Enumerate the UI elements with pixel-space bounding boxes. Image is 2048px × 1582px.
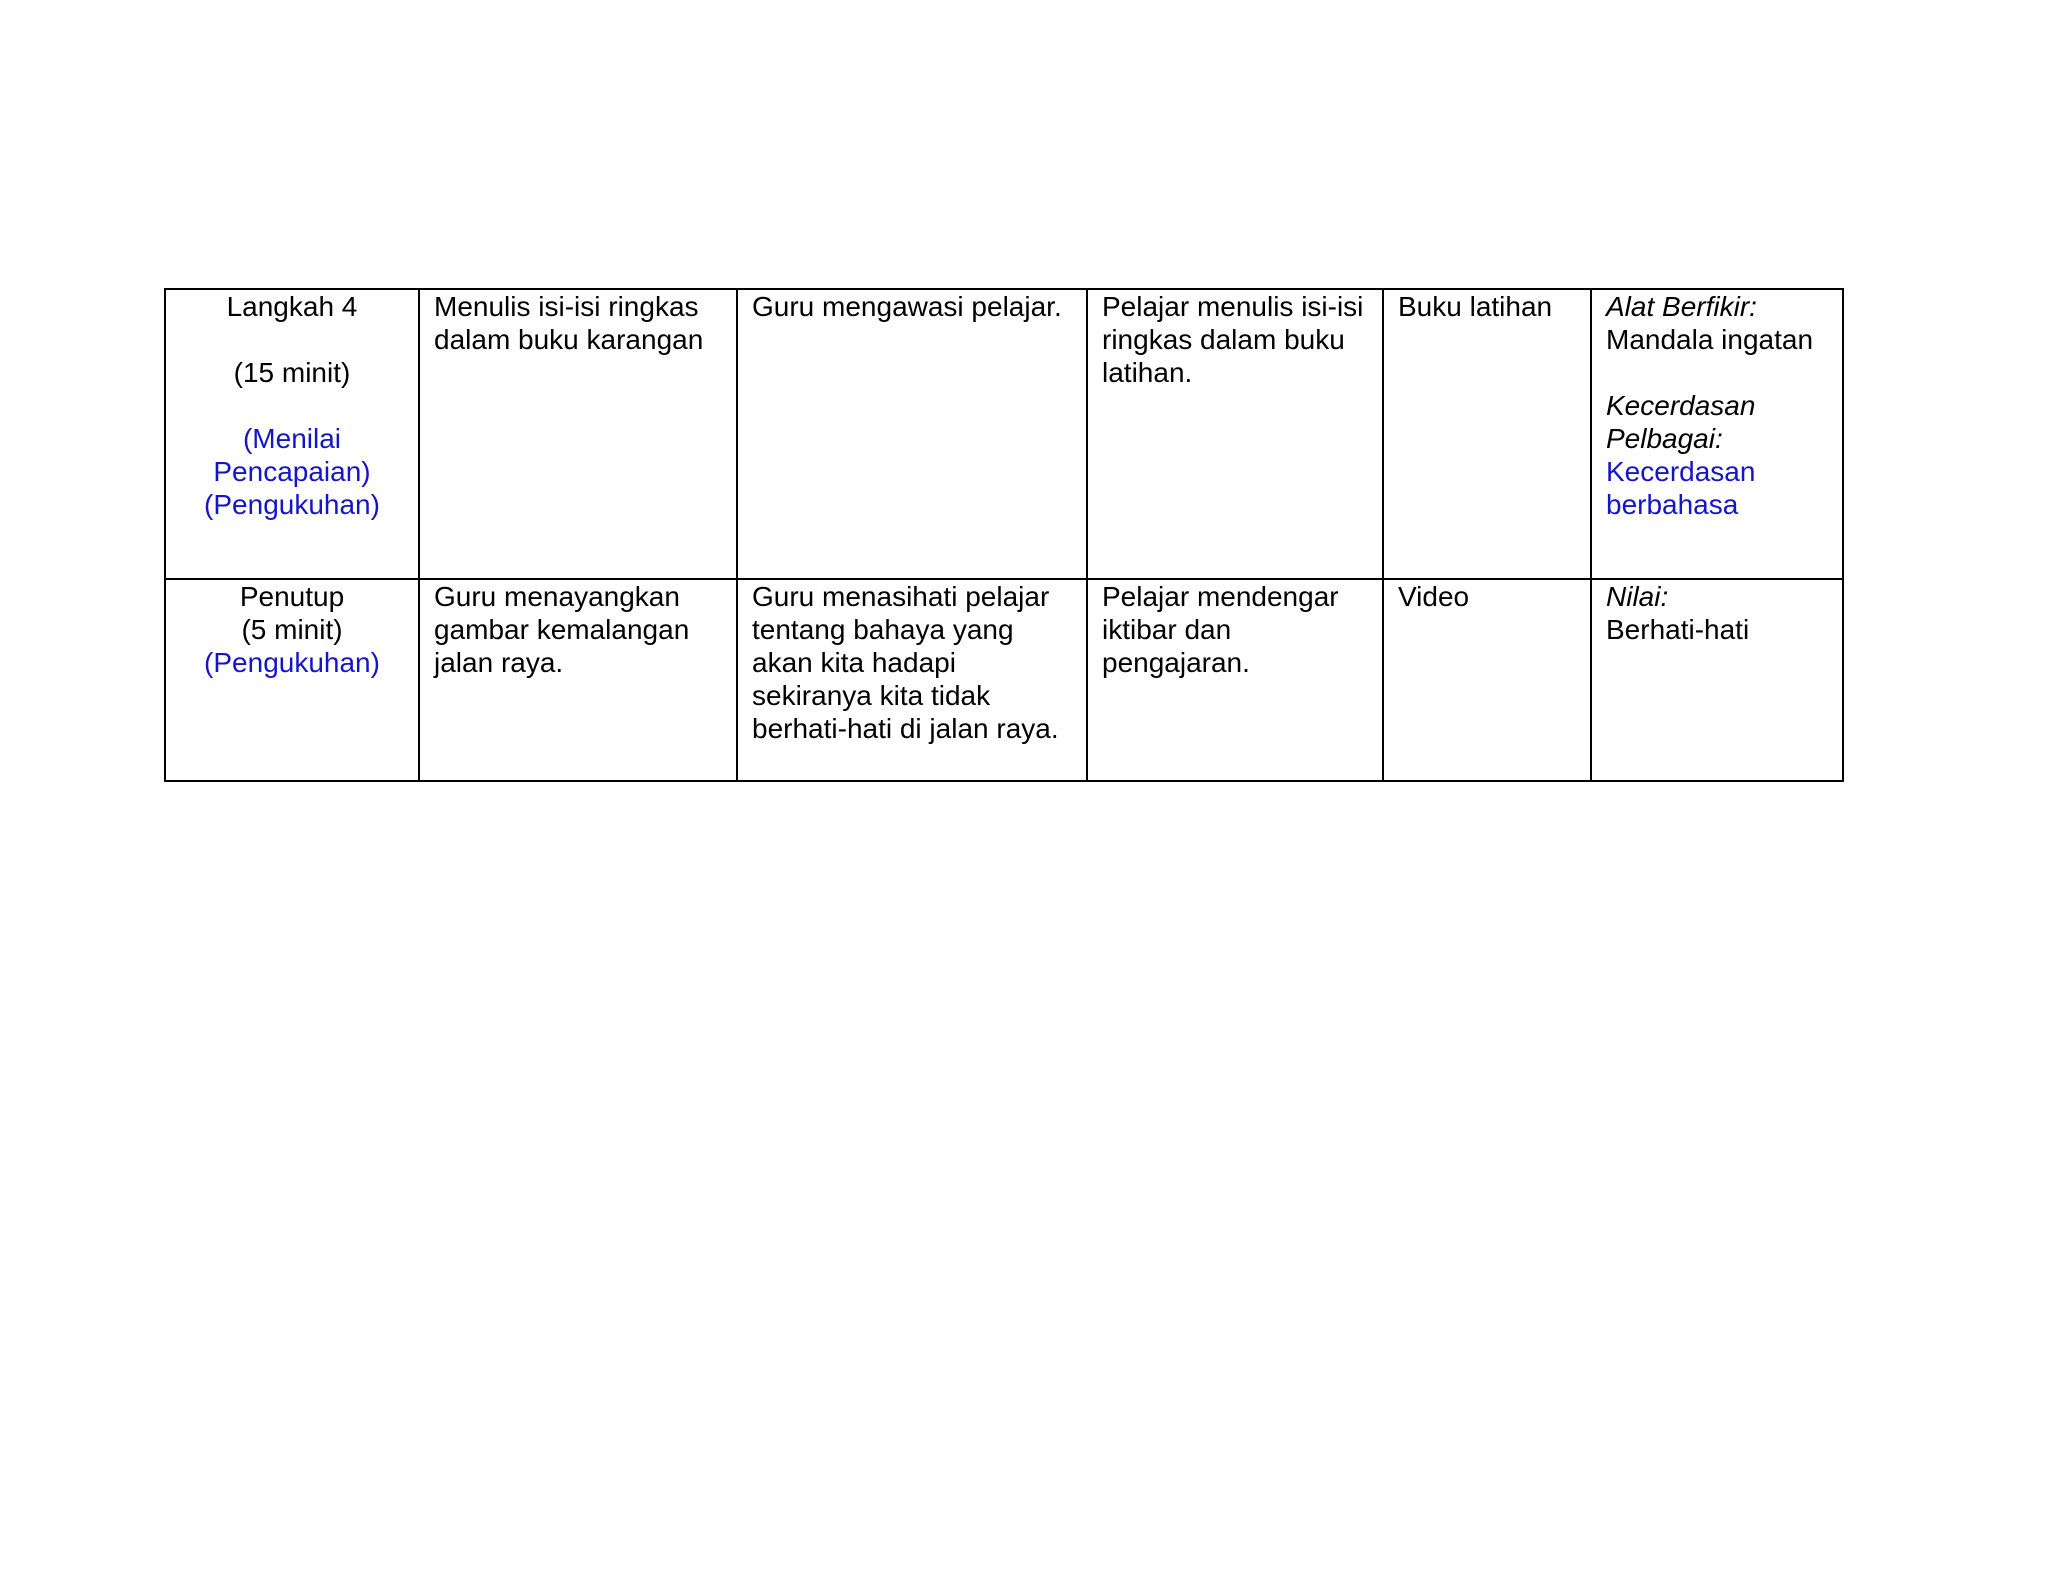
stage-title: Langkah 4	[226, 291, 358, 322]
stage-duration: (15 minit)	[233, 357, 351, 388]
student-activity-text: Pelajar mendengar iktibar dan pengajaran.	[1102, 581, 1339, 678]
material-cell	[1383, 579, 1591, 781]
stage-tag: (Pengukuhan)	[204, 647, 380, 678]
content-text: Menulis isi-isi ringkas dalam buku karangan	[434, 291, 704, 355]
notes-value: Kecerdasan berbahasa	[1606, 456, 1756, 520]
student-activity-cell	[1087, 289, 1383, 579]
stage-cell	[165, 289, 419, 579]
notes-cell	[1591, 289, 1843, 579]
material-cell	[1383, 289, 1591, 579]
notes-value: Berhati-hati	[1606, 614, 1750, 645]
table-row	[165, 579, 1843, 781]
teacher-activity-text: Guru mengawasi pelajar.	[752, 291, 1062, 322]
stage-cell	[165, 579, 419, 781]
notes-label: Kecerdasan Pelbagai:	[1606, 390, 1756, 454]
notes-label: Alat Berfikir:	[1606, 291, 1757, 322]
table-row	[165, 289, 1843, 579]
notes-label: Nilai:	[1606, 581, 1669, 612]
content-cell	[419, 289, 737, 579]
stage-tag: Pencapaian)	[213, 456, 371, 487]
stage-title: Penutup	[239, 581, 345, 612]
student-activity-text: Pelajar menulis isi-isi ringkas dalam buku latihan.	[1102, 291, 1364, 388]
notes-cell	[1591, 579, 1843, 781]
stage-tag: (Menilai	[242, 423, 342, 454]
material-text: Video	[1398, 581, 1470, 612]
stage-duration: (5 minit)	[241, 614, 343, 645]
content-text: Guru menayangkan gambar kemalangan jalan raya.	[434, 581, 690, 678]
teacher-activity-text: Guru menasihati pelajar tentang bahaya yang akan kita hadapi sekiranya kita tidak berhati-hati di jalan raya.	[752, 581, 1059, 744]
student-activity-cell	[1087, 579, 1383, 781]
content-cell	[419, 579, 737, 781]
teacher-activity-cell	[737, 289, 1087, 579]
material-text: Buku latihan	[1398, 291, 1553, 322]
teacher-activity-cell	[737, 579, 1087, 781]
lesson-plan-table	[164, 288, 1844, 782]
notes-value: Mandala ingatan	[1606, 324, 1814, 355]
stage-tag: (Pengukuhan)	[204, 489, 380, 520]
